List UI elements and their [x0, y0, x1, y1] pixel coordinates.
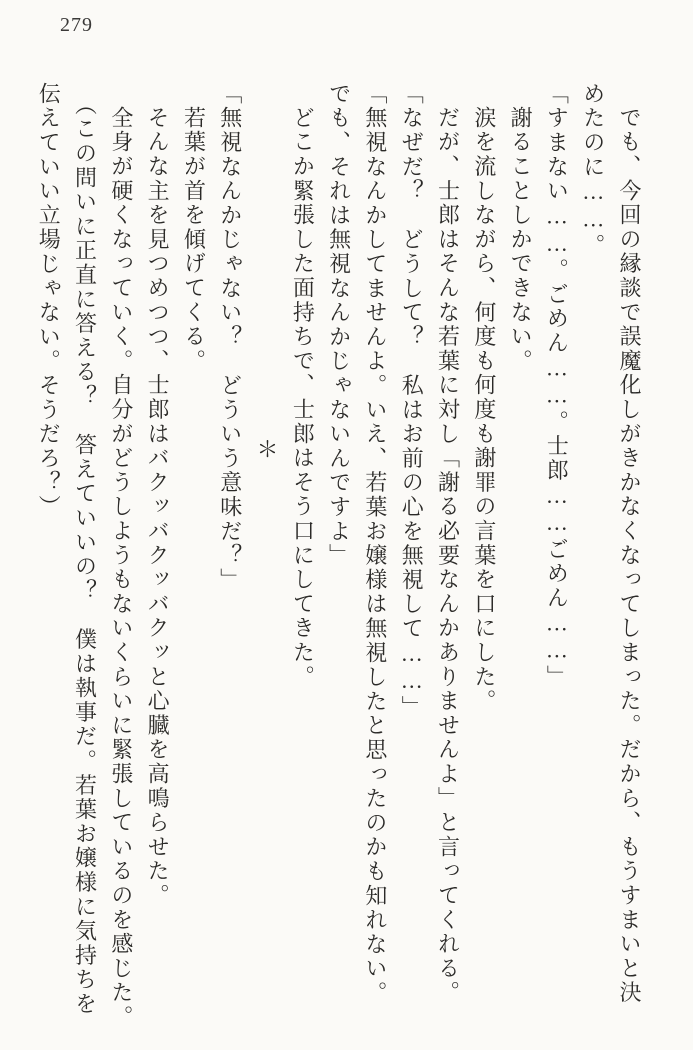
text-line: めたのに……。: [580, 82, 606, 259]
text-line: 謝ることしかできない。: [508, 106, 534, 374]
page-number: 279: [60, 14, 93, 36]
text-line: 若葉が首を傾げてくる。: [181, 106, 207, 374]
text-line: でも、今回の縁談で誤魔化しがきかなくなってしまった。だから、もうすまいと決: [617, 106, 642, 1006]
text-line-dialogue: 「すまない……。ごめん……。士郎……ごめん……」: [544, 82, 570, 690]
text-line-dialogue: 「なぜだ？ どうして？ 私はお前の心を無視して……」: [399, 82, 425, 720]
text-line-dialogue: でも、それは無視なんかじゃないんですよ」: [326, 82, 352, 568]
text-line: そんな主を見つめつつ、士郎はバクッバクッバクッと心臓を高鳴らせた。: [145, 106, 171, 908]
text-line: どこか緊張した面持ちで、士郎はそう口にしてきた。: [290, 106, 316, 690]
text-line-dialogue: 「無視なんかしてませんよ。いえ、若葉お嬢様は無視したと思ったのかも知れない。: [362, 82, 388, 1006]
vertical-text-area: [29, 82, 647, 1030]
text-line: だが、士郎はそんな若葉に対し「謝る必要なんかありませんよ」と言ってくれる。: [435, 106, 461, 1006]
text-line-thought: 伝えていい立場じゃない。そうだろ？）: [36, 82, 62, 520]
section-separator: ＊: [254, 438, 280, 463]
text-line: 全身が硬くなっていく。自分がどうしようもないくらいに緊張しているのを感じた。: [108, 106, 134, 1030]
text-line-thought: （この問いに正直に答える？ 答えていいの？ 僕は執事だ。若葉お嬢様に気持ちを: [72, 93, 98, 1017]
text-line: 涙を流しながら、何度も何度も謝罪の言葉を口にした。: [471, 106, 497, 714]
text-line-dialogue: 「無視なんかじゃない？ どういう意味だ？」: [217, 82, 243, 593]
